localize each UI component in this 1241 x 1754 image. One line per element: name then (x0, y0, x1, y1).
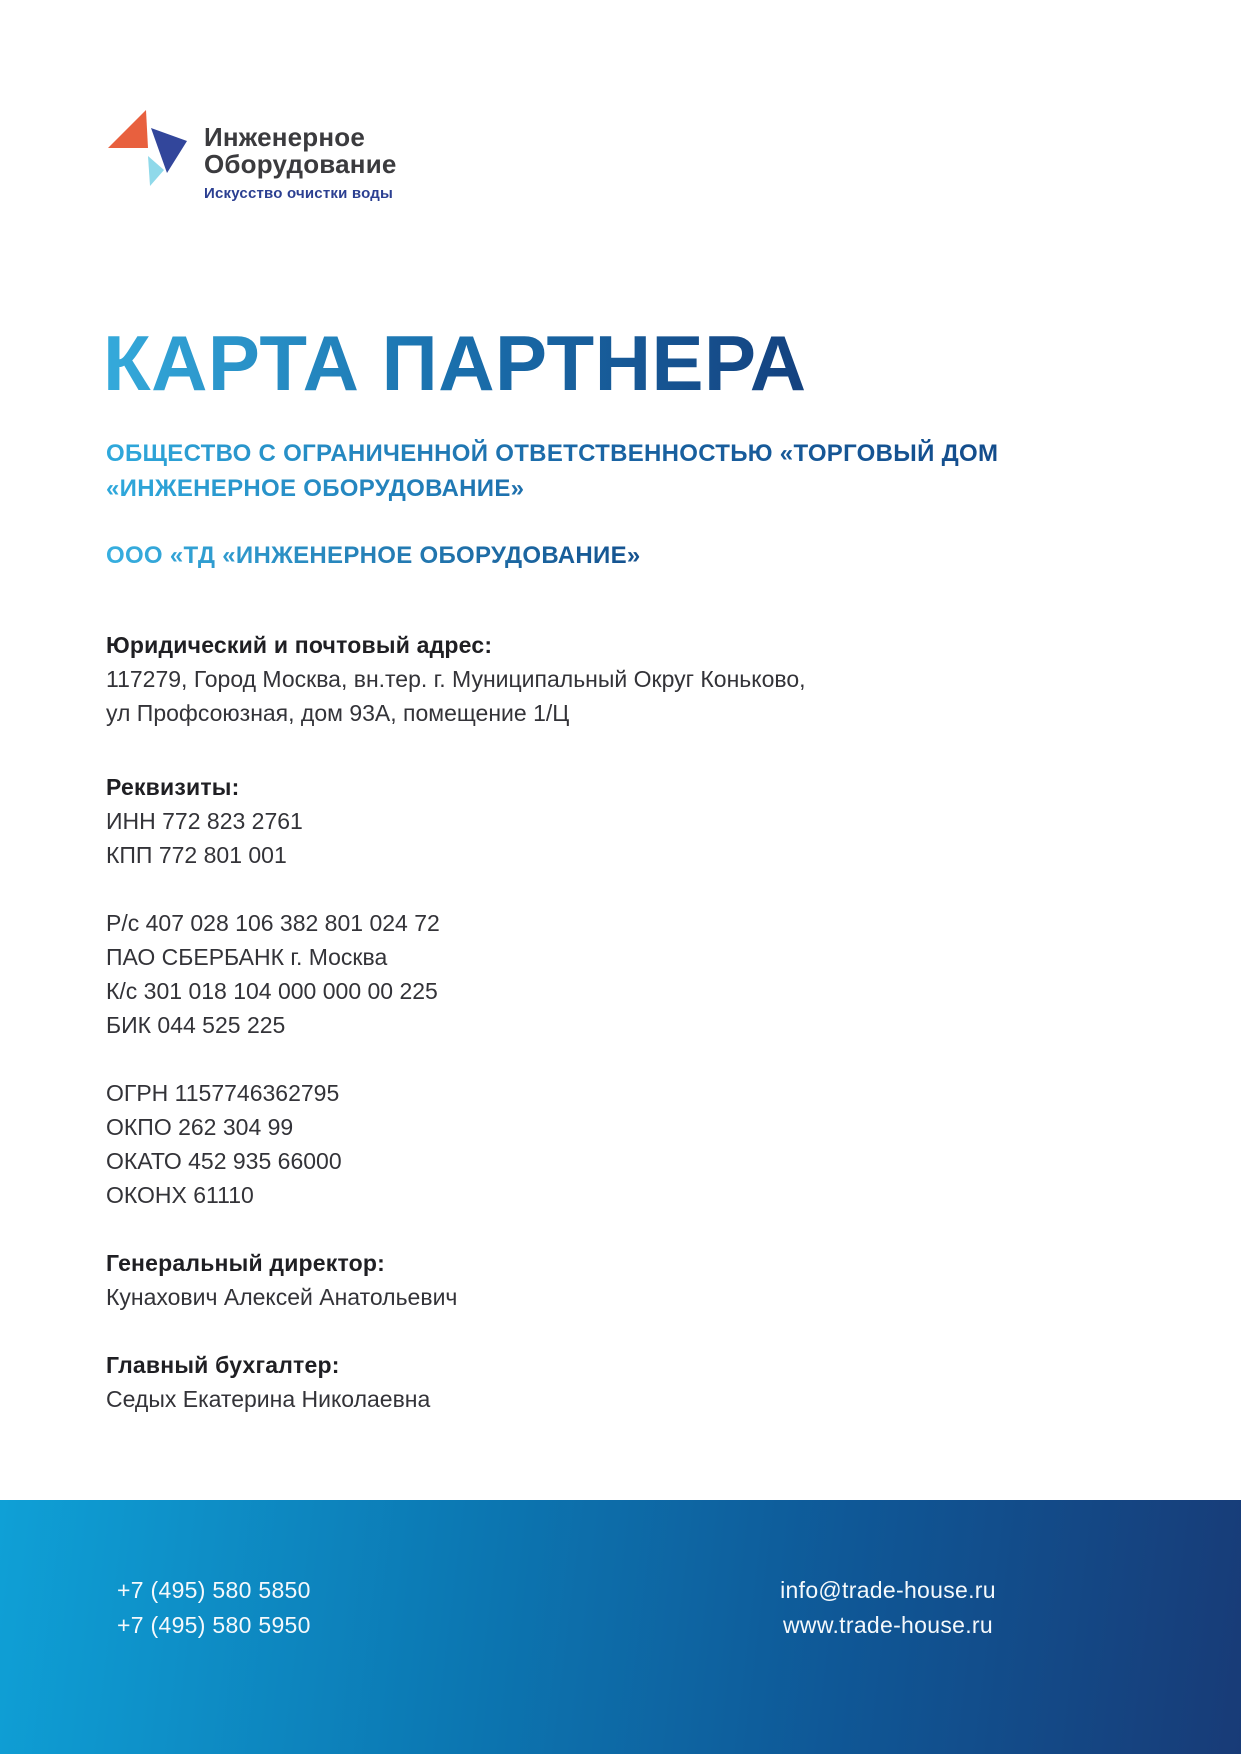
kpp-value: КПП 772 801 001 (106, 842, 287, 868)
company-full-name-line2: «ИНЖЕНЕРНОЕ ОБОРУДОВАНИЕ» (106, 475, 525, 502)
company-logo (108, 110, 397, 202)
accountant-name: Седых Екатерина Николаевна (106, 1386, 431, 1412)
page-title: КАРТА ПАРТНЕРА (103, 319, 807, 407)
phone-primary: +7 (495) 580 5850 (117, 1577, 311, 1603)
logo-company-name-line2: Оборудование (204, 149, 397, 179)
accountant-section (106, 1348, 1046, 1416)
registration-code-line: ОКАТО 452 935 66000 (106, 1148, 342, 1174)
company-full-name (106, 436, 998, 506)
pinwheel-logo-icon (108, 110, 188, 186)
footer-web-contacts (723, 1573, 1053, 1643)
accountant-label: Главный бухгалтер: (106, 1352, 340, 1378)
registration-code-line: ОКПО 262 304 99 (106, 1114, 294, 1140)
director-section (106, 1246, 1046, 1314)
registration-codes-section (106, 1076, 1046, 1212)
inn-value: ИНН 772 823 2761 (106, 808, 303, 834)
address-label: Юридический и почтовый адрес: (106, 632, 493, 658)
email-address: info@trade-house.ru (780, 1577, 996, 1603)
footer-phones (117, 1573, 311, 1643)
bank-detail-line: БИК 044 525 225 (106, 1012, 286, 1038)
logo-company-name-line1: Инженерное (204, 122, 366, 152)
bank-detail-line: Р/с 407 028 106 382 801 024 72 (106, 910, 440, 936)
address-line2: ул Профсоюзная, дом 93А, помещение 1/Ц (106, 700, 570, 726)
bank-detail-line: К/с 301 018 104 000 000 00 225 (106, 978, 438, 1004)
company-full-name-line1: ОБЩЕСТВО С ОГРАНИЧЕННОЙ ОТВЕТСТВЕННОСТЬЮ «ТОРГОВЫЙ ДОМ (106, 440, 999, 467)
phone-secondary: +7 (495) 580 5950 (117, 1612, 311, 1638)
address-line1: 117279, Город Москва, вн.тер. г. Муниципальный Округ Коньково, (106, 666, 806, 692)
company-short-name: ООО «ТД «ИНЖЕНЕРНОЕ ОБОРУДОВАНИЕ» (106, 542, 641, 569)
address-section (106, 628, 1046, 730)
company-details (106, 628, 1046, 1416)
registration-code-line: ОКОНХ 61110 (106, 1182, 254, 1208)
requisites-label: Реквизиты: (106, 774, 240, 800)
website-url: www.trade-house.ru (783, 1612, 993, 1638)
bank-details-section (106, 906, 1046, 1042)
logo-tagline: Искусство очистки воды (204, 185, 394, 202)
footer-band (0, 1500, 1241, 1754)
director-label: Генеральный директор: (106, 1250, 386, 1276)
registration-code-line: ОГРН 1157746362795 (106, 1080, 340, 1106)
requisites-section (106, 770, 1046, 872)
logo-text (204, 110, 397, 202)
director-name: Кунахович Алексей Анатольевич (106, 1284, 458, 1310)
bank-detail-line: ПАО СБЕРБАНК г. Москва (106, 944, 388, 970)
